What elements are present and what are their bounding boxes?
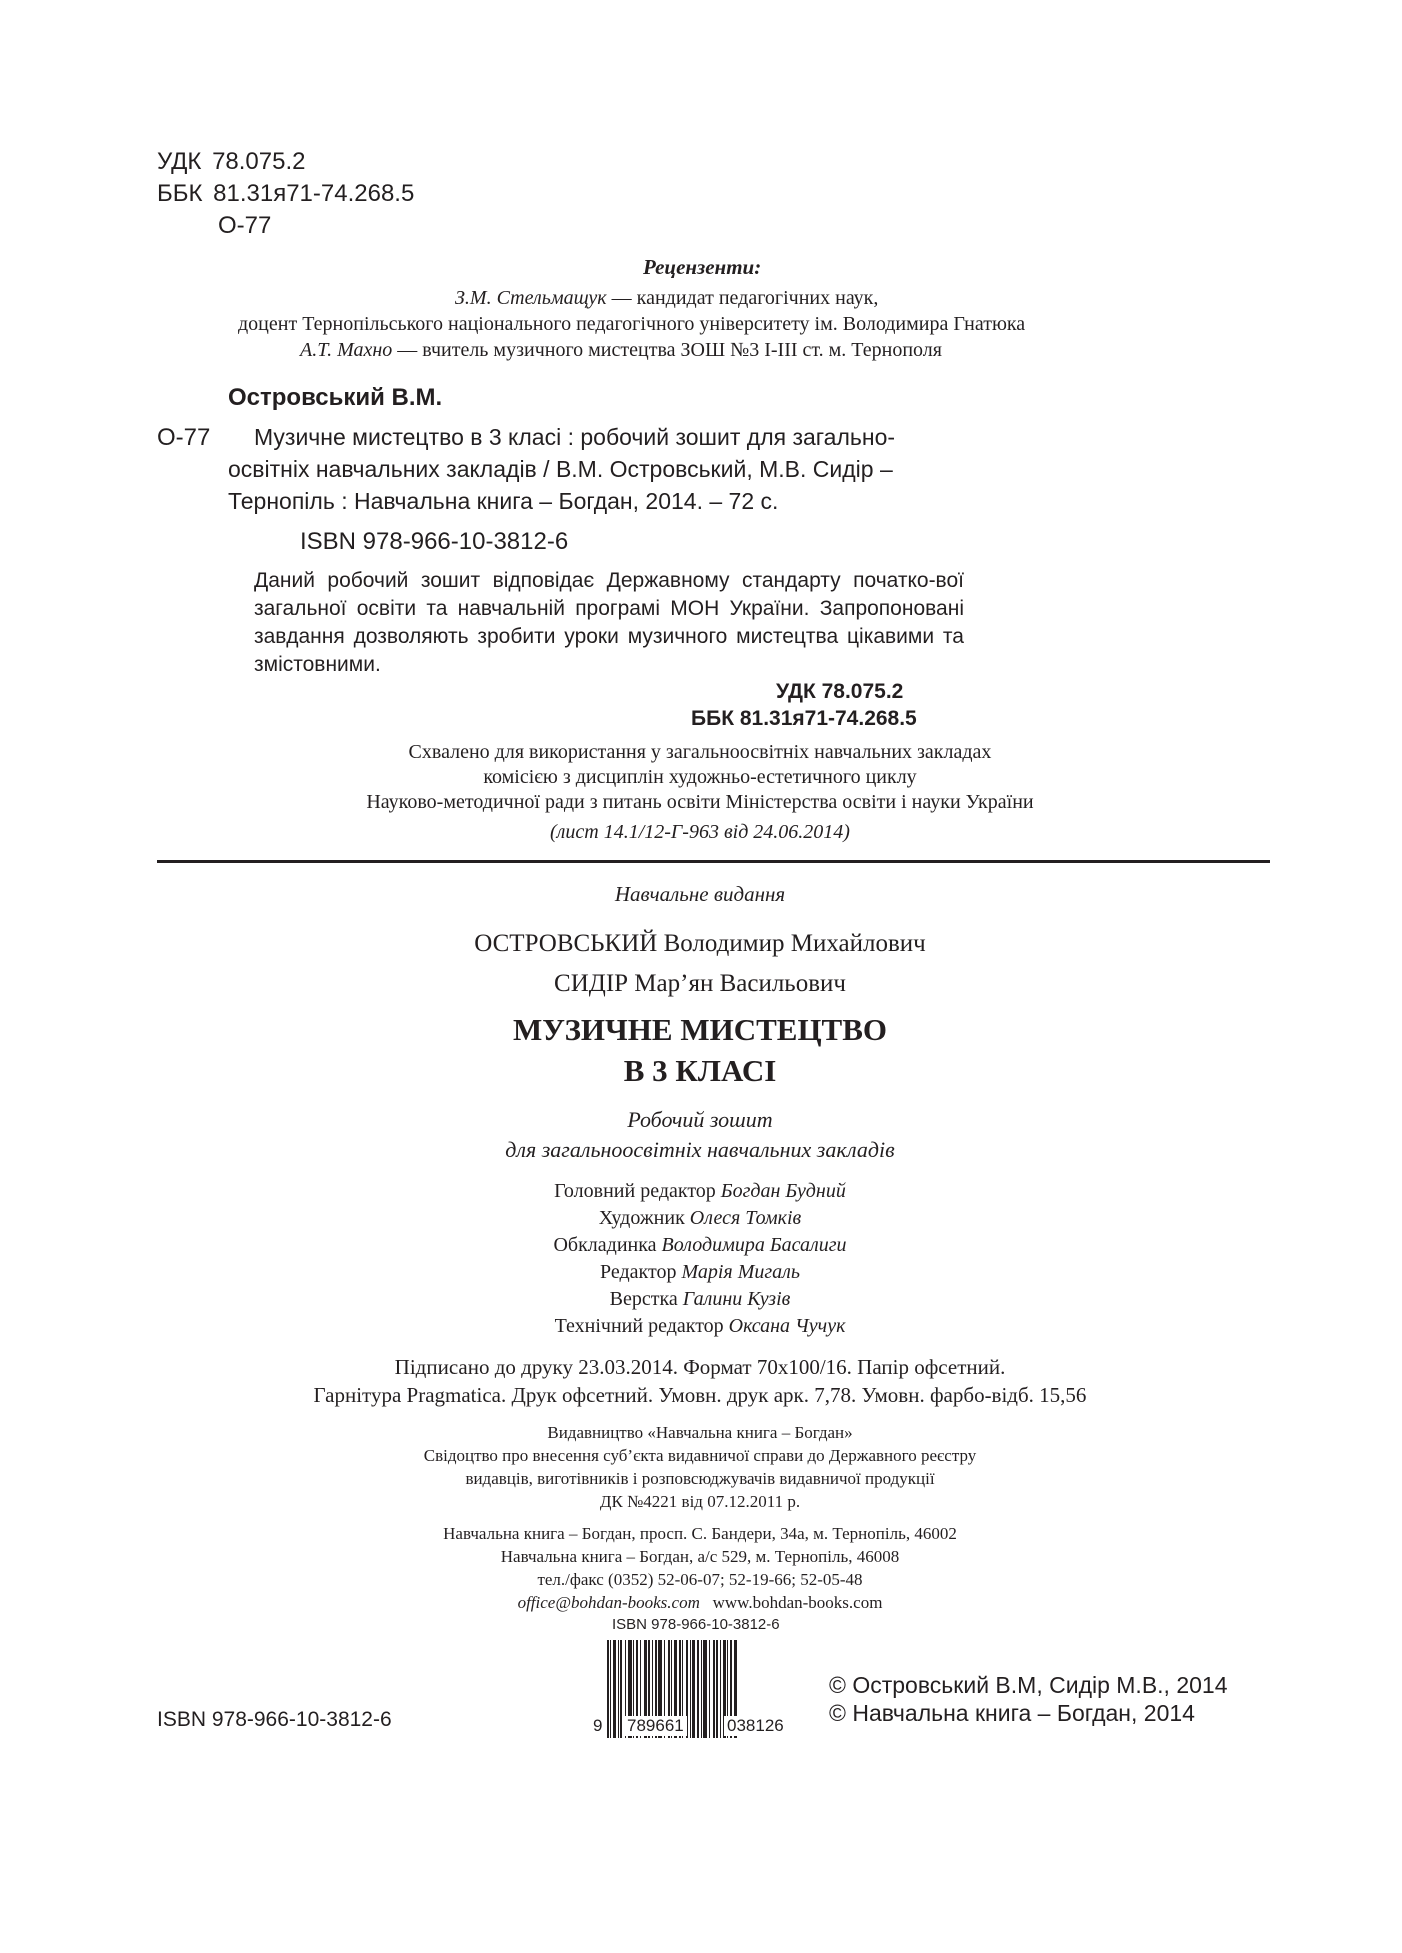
- approval-line-1: Схвалено для використання у загальноосвітніх навчальних закладах: [408, 741, 992, 763]
- catalog-desc-line-1: Музичне мистецтво в 3 класі : робочий зошит для загально-: [254, 424, 896, 450]
- barcode-digits-left: 789661: [624, 1716, 687, 1736]
- catalog-index: О-77: [157, 424, 211, 451]
- approval-line-2: комісією з дисциплін художньо-естетичного циклу: [483, 766, 917, 788]
- publisher-email[interactable]: office@bohdan-books.com: [517, 1593, 700, 1612]
- credit-line: [350, 1234, 1050, 1257]
- subtitle-line-1: Робочий зошит: [627, 1107, 773, 1132]
- copyright-line-2: © Навчальна книга – Богдан, 2014: [829, 1700, 1195, 1726]
- credit-line: [350, 1315, 1050, 1338]
- credit-role: Художник: [598, 1207, 690, 1229]
- reviewer-1: [455, 287, 878, 310]
- copyright-line-1: © Островський В.М, Сидір М.В., 2014: [829, 1672, 1228, 1698]
- credit-line: [350, 1207, 1050, 1230]
- address-line-2: Навчальна книга – Богдан, а/с 529, м. Тернопіль, 46008: [500, 1547, 900, 1566]
- credit-name: Оксана Чучук: [728, 1315, 846, 1337]
- reviewer-2-role: — вчитель музичного мистецтва ЗОШ №3 І-ІІІ ст. м. Тернополя: [392, 339, 942, 361]
- credit-name: Богдан Будний: [720, 1180, 846, 1202]
- udk-code: УДК 78.075.2: [157, 148, 306, 175]
- reviewer-1-role: — кандидат педагогічних наук,: [606, 287, 879, 309]
- author-2-full: СИДІР Мар’ян Васильович: [554, 970, 846, 997]
- subtitle-line-2: для загальноосвітніх навчальних закладів: [505, 1137, 895, 1162]
- barcode-digit-first: 9: [593, 1716, 603, 1735]
- print-specs-line-2: Гарнітура Pragmatica. Друк офсетний. Умовн. друк арк. 7,78. Умовн. фарбо-відб. 15,56: [313, 1383, 1087, 1407]
- credit-line: [350, 1288, 1050, 1311]
- book-title-line-2: В 3 КЛАСІ: [623, 1053, 777, 1088]
- catalog-isbn: ISBN 978-966-10-3812-6: [300, 528, 569, 555]
- address-line-1: Навчальна книга – Богдан, просп. С. Бандери, 34а, м. Тернопіль, 46002: [443, 1524, 957, 1543]
- isbn-bottom-left: ISBN 978-966-10-3812-6: [157, 1708, 392, 1731]
- author-1-full: ОСТРОВСЬКИЙ Володимир Михайлович: [474, 930, 926, 957]
- credit-role: Обкладинка: [553, 1234, 662, 1256]
- reviewer-2-name: А.Т. Махно: [300, 339, 393, 361]
- publisher-line-2: Свідоцтво про внесення суб’єкта видавничої справи до Державного реєстру: [423, 1446, 977, 1465]
- print-specs-line-1: Підписано до друку 23.03.2014. Формат 70х100/16. Папір офсетний.: [394, 1355, 1006, 1379]
- credit-role: Головний редактор: [554, 1180, 721, 1202]
- credit-name: Олеся Томків: [689, 1207, 802, 1229]
- credit-line: [350, 1180, 1050, 1203]
- catalog-author: Островський В.М.: [228, 384, 443, 411]
- contact-separator: [700, 1593, 713, 1612]
- publisher-line-4: ДК №4221 від 07.12.2011 р.: [599, 1492, 801, 1511]
- catalog-annotation: Даний робочий зошит відповідає Державному стандарту початко-вої загальної освіти та навчальній програмі МОН України. Запропоновані завдання дозволяють зробити уроки музичного мистецтва цікавими та змістовними.: [254, 569, 964, 676]
- credit-line: [350, 1261, 1050, 1284]
- catalog-desc-line-3: Тернопіль : Навчальна книга – Богдан, 2014. – 72 с.: [228, 488, 779, 514]
- credit-role: Технічний редактор: [554, 1315, 729, 1337]
- reviewer-1-name: З.М. Стельмащук: [455, 287, 607, 309]
- catalog-desc-line-2: освітніх навчальних закладів / В.М. Островський, М.В. Сидір –: [228, 456, 893, 482]
- reviewer-1-position: доцент Тернопільського національного педагогічного університету ім. Володимира Гнатюка: [238, 313, 1026, 335]
- approval-letter: (лист 14.1/12-Г-963 від 24.06.2014): [550, 821, 850, 843]
- publisher-website[interactable]: www.bohdan-books.com: [712, 1593, 883, 1612]
- reviewers-heading: Рецензенти:: [643, 255, 762, 279]
- section-divider: [157, 860, 1270, 863]
- barcode-label: ISBN 978-966-10-3812-6: [612, 1616, 780, 1633]
- publisher-line-3: видавців, виготівників і розповсюджувачів видавничої продукції: [465, 1469, 935, 1488]
- author-index: О-77: [218, 212, 272, 239]
- credit-name: Галини Кузів: [682, 1288, 791, 1310]
- book-title-line-1: МУЗИЧНЕ МИСТЕЦТВО: [512, 1012, 888, 1047]
- catalog-udk: УДК 78.075.2: [776, 680, 904, 703]
- edition-type: Навчальне видання: [614, 882, 786, 906]
- credit-role: Верстка: [609, 1288, 683, 1310]
- address-line-3: тел./факс (0352) 52-06-07; 52-19-66; 52-05-48: [537, 1570, 863, 1589]
- bbk-code: ББК 81.31я71-74.268.5: [157, 180, 415, 207]
- publisher-line-1: Видавництво «Навчальна книга – Богдан»: [547, 1423, 853, 1442]
- credit-name: Володимира Басалиги: [661, 1234, 847, 1256]
- reviewer-2: [300, 339, 942, 362]
- credit-name: Марія Мигаль: [681, 1261, 800, 1283]
- credit-role: Редактор: [600, 1261, 682, 1283]
- approval-line-3: Науково-методичної ради з питань освіти Міністерства освіти і науки України: [366, 791, 1034, 813]
- barcode-digits-right: 038126: [724, 1716, 787, 1736]
- catalog-bbk: ББК 81.31я71-74.268.5: [691, 707, 917, 730]
- contact-line: [250, 1593, 1150, 1613]
